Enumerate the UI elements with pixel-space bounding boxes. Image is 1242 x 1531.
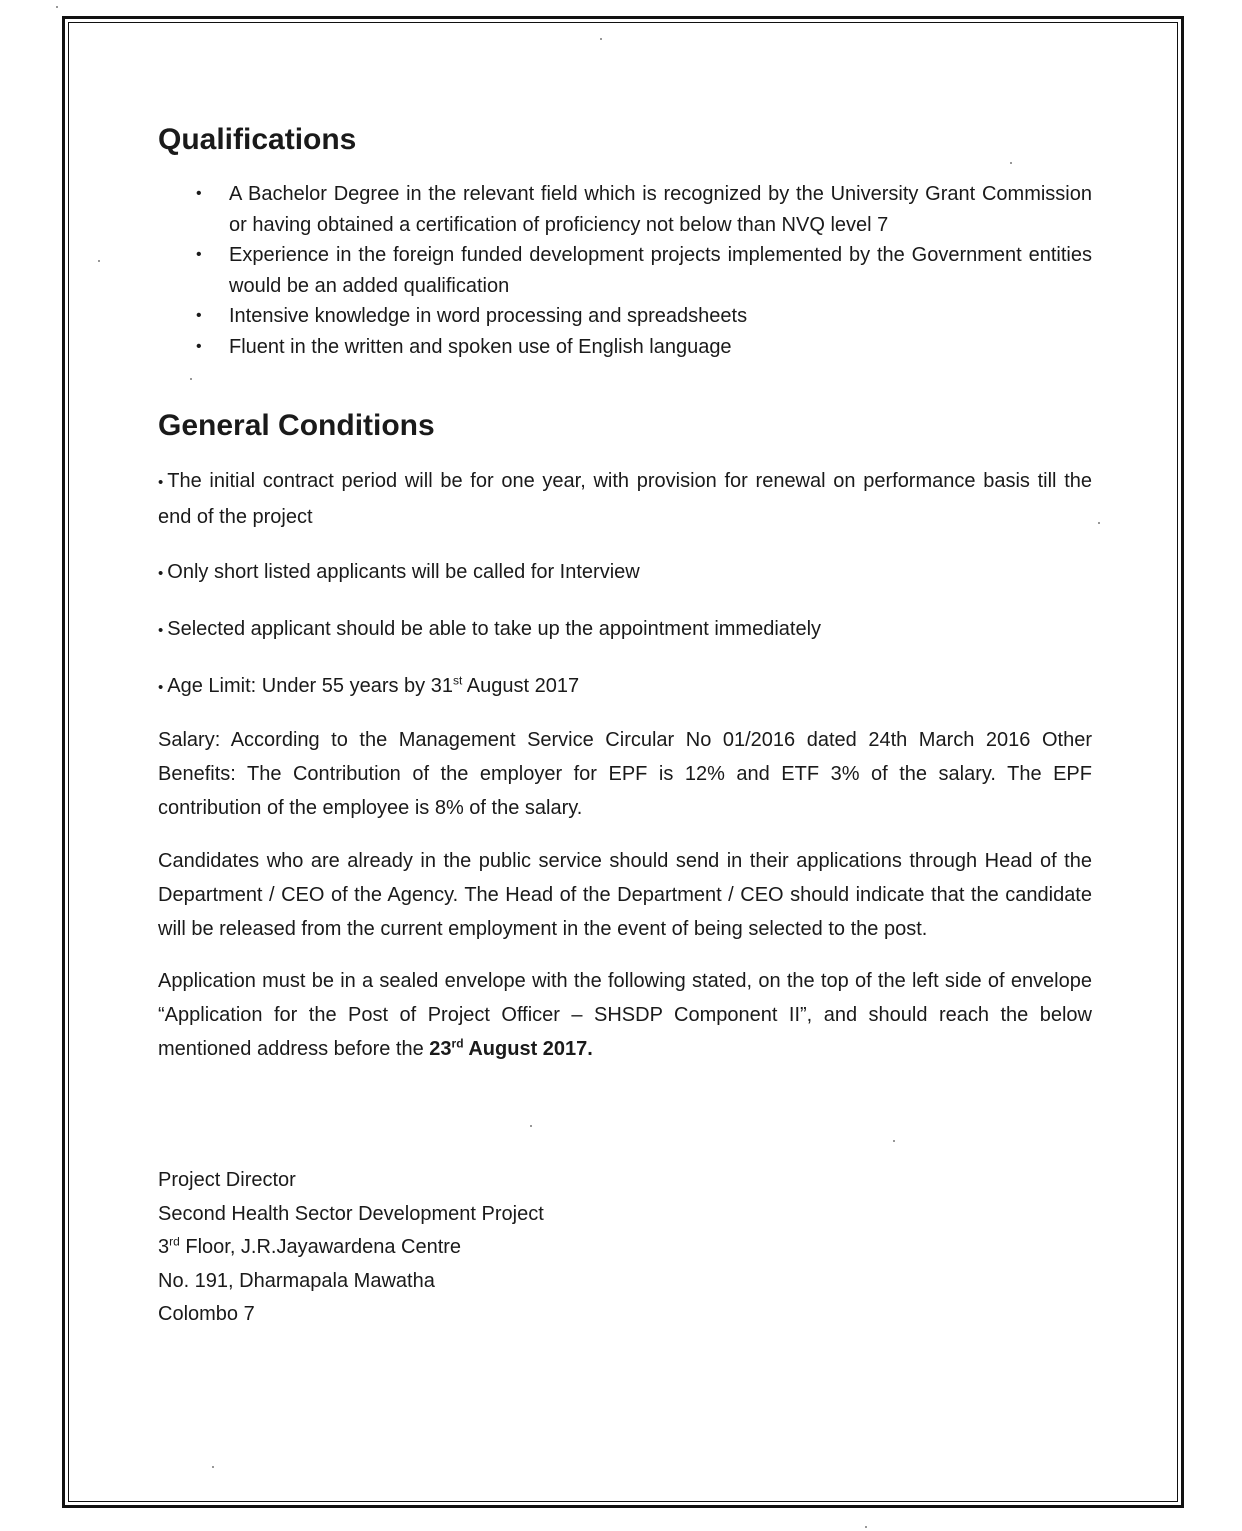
floor-number: 3 [158, 1236, 170, 1258]
bullet-icon: • [196, 246, 202, 263]
list-item [158, 179, 1092, 240]
address-line: No. 191, Dharmapala Mawatha [158, 1269, 435, 1292]
floor-rest: Floor, J.R.Jayawardena Centre [179, 1236, 462, 1258]
qualifications-list [158, 179, 1092, 362]
application-text: Application must be in a sealed envelope with the following stated, on the top of the left side of envelope “Application for the Post of Project Officer – SHSDP Component II”, and should reach the below mentioned address before the [158, 970, 1092, 1060]
qualifications-heading: Qualifications [158, 123, 357, 156]
condition-age-limit [158, 669, 1092, 705]
scan-speck [600, 38, 602, 40]
list-item [158, 301, 1092, 332]
bullet-icon: • [196, 185, 202, 202]
scan-speck [865, 1526, 867, 1528]
bullet-icon: • [158, 622, 164, 639]
address-line: Second Health Sector Development Project [158, 1202, 544, 1225]
qualification-text: A Bachelor Degree in the relevant field which is recognized by the University Grant Commission or having obtained a certification of proficiency not below than NVQ level 7 [229, 183, 1092, 236]
application-deadline [429, 1038, 593, 1060]
bullet-icon: • [196, 307, 202, 324]
condition-selected [158, 612, 1092, 648]
bullet-icon: • [158, 474, 164, 491]
list-item [158, 332, 1092, 363]
scan-speck [212, 1466, 214, 1468]
condition-text: Only short listed applicants will be called for Interview [167, 561, 640, 583]
scan-speck [98, 260, 100, 262]
scan-speck [56, 6, 58, 8]
condition-text: Selected applicant should be able to take up the appointment immediately [167, 618, 822, 640]
ordinal-suffix: st [452, 673, 463, 688]
ordinal-suffix: rd [169, 1234, 180, 1249]
address-line: Project Director [158, 1169, 296, 1191]
bullet-icon: • [158, 679, 164, 696]
condition-shortlist [158, 555, 1092, 591]
qualification-text: Fluent in the written and spoken use of English language [229, 335, 732, 358]
ordinal-suffix: rd [451, 1036, 464, 1051]
document-body [158, 124, 1092, 1332]
qualification-text: Intensive knowledge in word processing and spreadsheets [229, 305, 748, 327]
deadline-rest: August 2017. [463, 1038, 593, 1060]
age-limit-text: Age Limit: Under 55 years by 31 [167, 675, 453, 697]
mailing-address [158, 1164, 1092, 1332]
candidates-paragraph: Candidates who are already in the public service should send in their applications through Head of the Department / CEO of the Agency. The Head of the Department / CEO should indicate that the candidate will be released from the current employment in the event of being selected to the post. [158, 850, 1092, 940]
qualification-text: Experience in the foreign funded development projects implemented by the Government entities would be an added qualification [229, 244, 1092, 297]
address-line: Colombo 7 [158, 1303, 255, 1325]
scan-speck [1098, 522, 1100, 524]
list-item [158, 240, 1092, 301]
bullet-icon: • [158, 565, 164, 582]
age-limit-date: August 2017 [462, 675, 580, 697]
address-line [158, 1231, 1092, 1265]
condition-text: The initial contract period will be for one year, with provision for renewal on performance basis till the end of the project [158, 470, 1092, 528]
deadline-day: 23 [429, 1038, 452, 1060]
condition-contract-period [158, 464, 1092, 534]
salary-paragraph: Salary: According to the Management Service Circular No 01/2016 dated 24th March 2016 Other Benefits: The Contribution of the employer for EPF is 12% and ETF 3% of the salary. The EPF contribution of the employee is 8% of the salary. [158, 729, 1092, 819]
application-paragraph [158, 964, 1092, 1066]
bullet-icon: • [196, 337, 202, 355]
general-conditions-heading: General Conditions [158, 409, 435, 442]
